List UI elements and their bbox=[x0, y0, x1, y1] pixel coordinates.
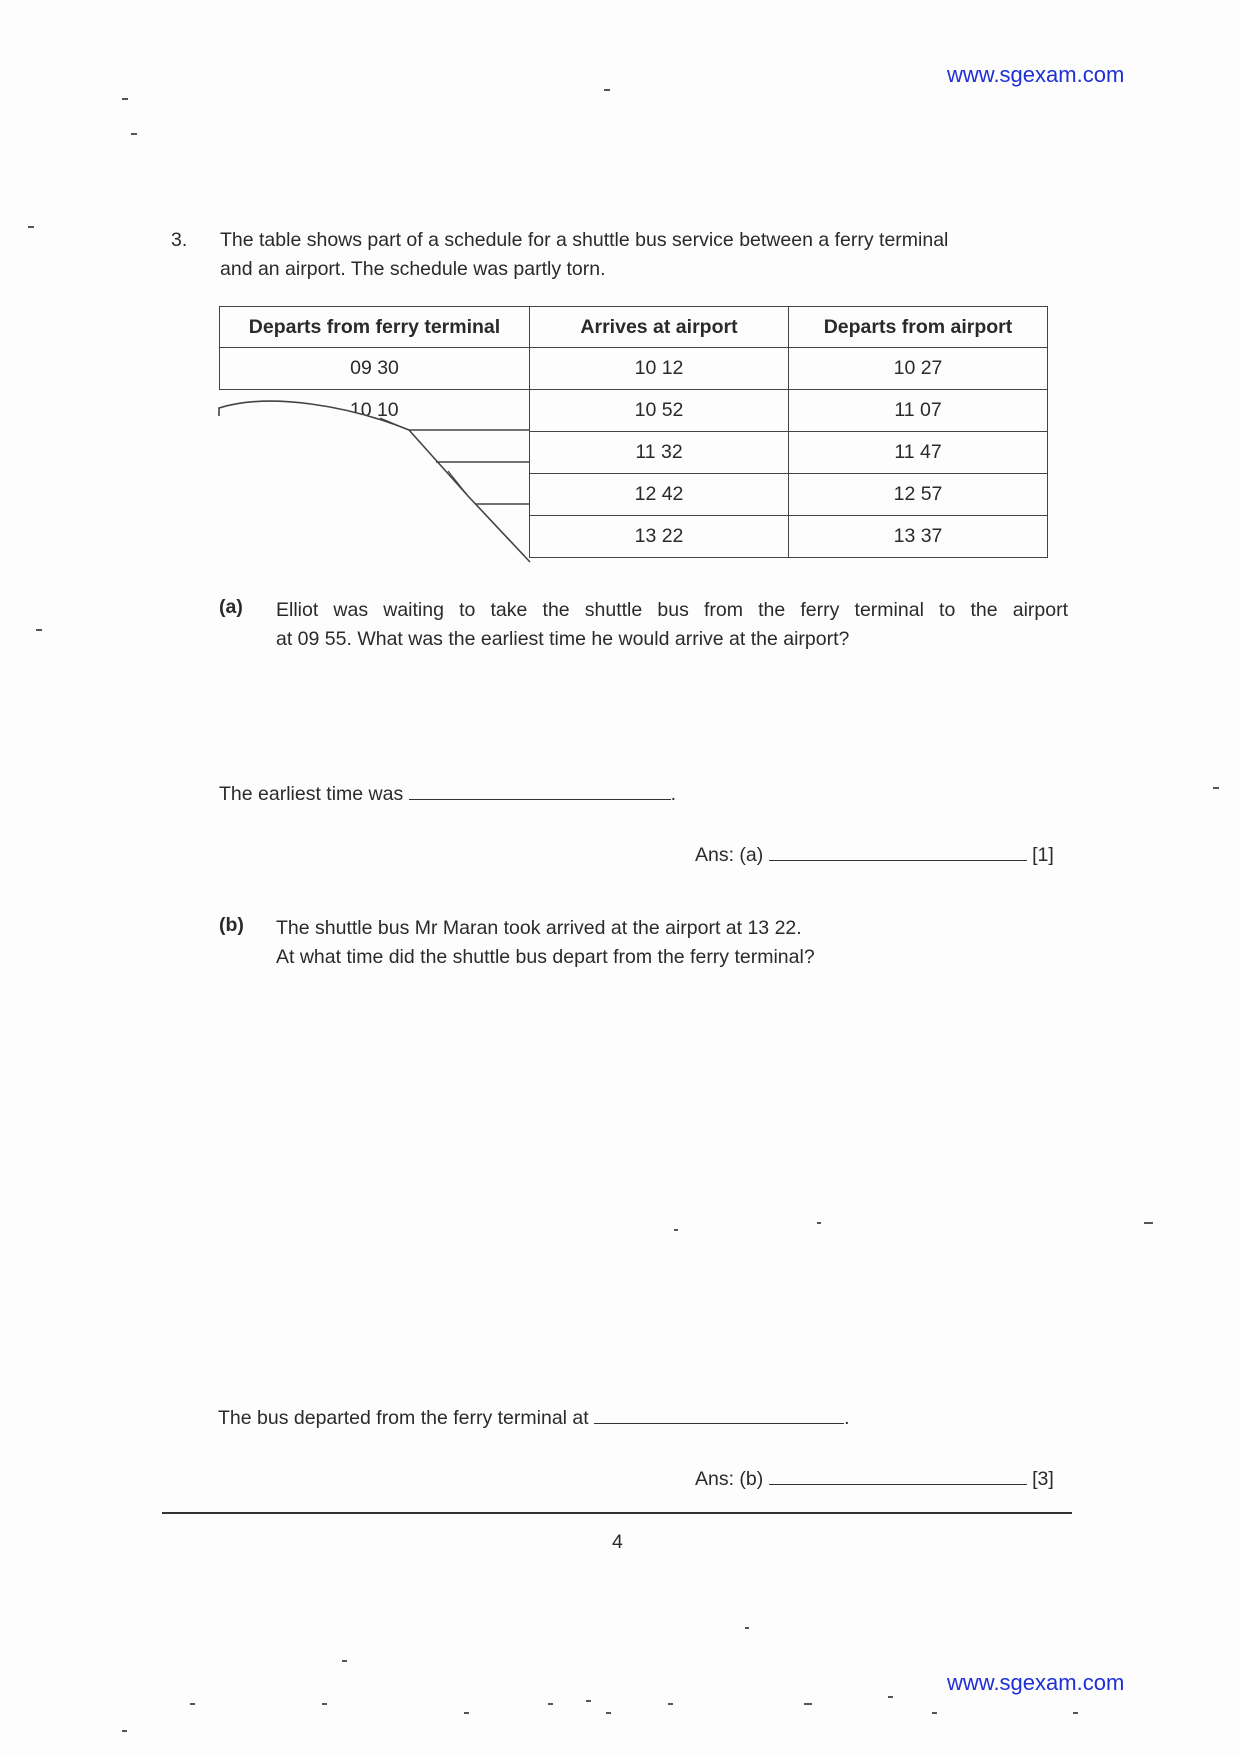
footer-website: www.sgexam.com bbox=[947, 1670, 1125, 1695]
table-cell: 10 12 bbox=[530, 348, 789, 390]
part-b-marks: [3] bbox=[1032, 1468, 1054, 1490]
part-a-ans-label: Ans: (a) bbox=[695, 844, 764, 866]
scan-speck bbox=[122, 98, 128, 100]
part-b-label: (b) bbox=[219, 914, 244, 936]
scan-speck bbox=[586, 1700, 591, 1702]
part-b-text-line1: The shuttle bus Mr Maran took arrived at the airport at 13 22. bbox=[276, 917, 802, 939]
table-cell: 10 52 bbox=[530, 390, 789, 432]
scan-speck bbox=[888, 1696, 893, 1698]
part-a-statement-blank[interactable] bbox=[409, 777, 671, 800]
part-b-statement-blank[interactable] bbox=[594, 1401, 844, 1424]
page-number: 4 bbox=[612, 1531, 623, 1553]
question-intro-line1: The table shows part of a schedule for a shuttle bus service between a ferry terminal bbox=[220, 229, 949, 251]
scan-speck bbox=[804, 1703, 812, 1705]
part-b-ans-label: Ans: (b) bbox=[695, 1468, 764, 1490]
part-a-marks: [1] bbox=[1032, 844, 1054, 866]
table-cell: 12 57 bbox=[789, 474, 1048, 516]
table-cell: 10 27 bbox=[789, 348, 1048, 390]
part-a-text-line1: Elliot was waiting to take the shuttle bus from the ferry terminal to the airport bbox=[276, 599, 1068, 621]
header-website: www.sgexam.com bbox=[947, 62, 1125, 87]
question-intro-line2: and an airport. The schedule was partly torn. bbox=[220, 258, 606, 280]
footer-rule bbox=[162, 1512, 1072, 1514]
table-cell: 11 32 bbox=[530, 432, 789, 474]
header-arrives-airport: Arrives at airport bbox=[530, 307, 789, 348]
part-a-answer-blank[interactable] bbox=[769, 838, 1027, 861]
scan-speck bbox=[668, 1703, 673, 1705]
scan-speck bbox=[342, 1660, 347, 1662]
scan-speck bbox=[1213, 787, 1219, 789]
scan-speck bbox=[932, 1712, 937, 1714]
table-cell: 13 37 bbox=[789, 516, 1048, 558]
scan-speck bbox=[745, 1627, 749, 1629]
scan-speck bbox=[122, 1730, 127, 1732]
scan-speck bbox=[36, 629, 42, 631]
scan-speck bbox=[464, 1712, 469, 1714]
part-b-answer-blank[interactable] bbox=[769, 1462, 1027, 1485]
part-b-answer bbox=[695, 1462, 1054, 1494]
part-b-statement-text: The bus departed from the ferry terminal at bbox=[218, 1407, 589, 1429]
torn-edge-illustration bbox=[200, 380, 540, 580]
scan-speck bbox=[1144, 1222, 1153, 1224]
header-departs-ferry: Departs from ferry terminal bbox=[220, 307, 530, 348]
scan-speck bbox=[674, 1229, 678, 1231]
table-cell: 12 42 bbox=[530, 474, 789, 516]
table-cell: 11 07 bbox=[789, 390, 1048, 432]
scan-speck bbox=[548, 1703, 553, 1705]
scan-speck bbox=[604, 89, 610, 91]
table-cell: 13 22 bbox=[530, 516, 789, 558]
part-a-statement-text: The earliest time was bbox=[219, 783, 404, 805]
scan-speck bbox=[131, 133, 137, 135]
question-number: 3. bbox=[171, 229, 188, 251]
scan-speck bbox=[28, 226, 34, 228]
table-cell: 11 47 bbox=[789, 432, 1048, 474]
part-b-statement: The bus departed from the ferry terminal at . bbox=[218, 1401, 850, 1433]
part-b-text-line2: At what time did the shuttle bus depart from the ferry terminal? bbox=[276, 946, 815, 968]
scan-speck bbox=[322, 1703, 327, 1705]
scan-speck bbox=[1073, 1712, 1078, 1714]
table-cell: 10 10 bbox=[220, 390, 530, 432]
header-departs-airport: Departs from airport bbox=[789, 307, 1048, 348]
table-cell: 09 30 bbox=[220, 348, 530, 390]
scan-speck bbox=[817, 1222, 821, 1224]
part-a-answer bbox=[695, 838, 1054, 870]
scan-speck bbox=[606, 1712, 611, 1714]
table-header-row bbox=[220, 307, 1048, 348]
part-a-statement: The earliest time was . bbox=[219, 777, 676, 809]
part-a-label: (a) bbox=[219, 596, 243, 618]
scan-speck bbox=[190, 1703, 195, 1705]
part-a-text-line2: at 09 55. What was the earliest time he would arrive at the airport? bbox=[276, 628, 850, 650]
